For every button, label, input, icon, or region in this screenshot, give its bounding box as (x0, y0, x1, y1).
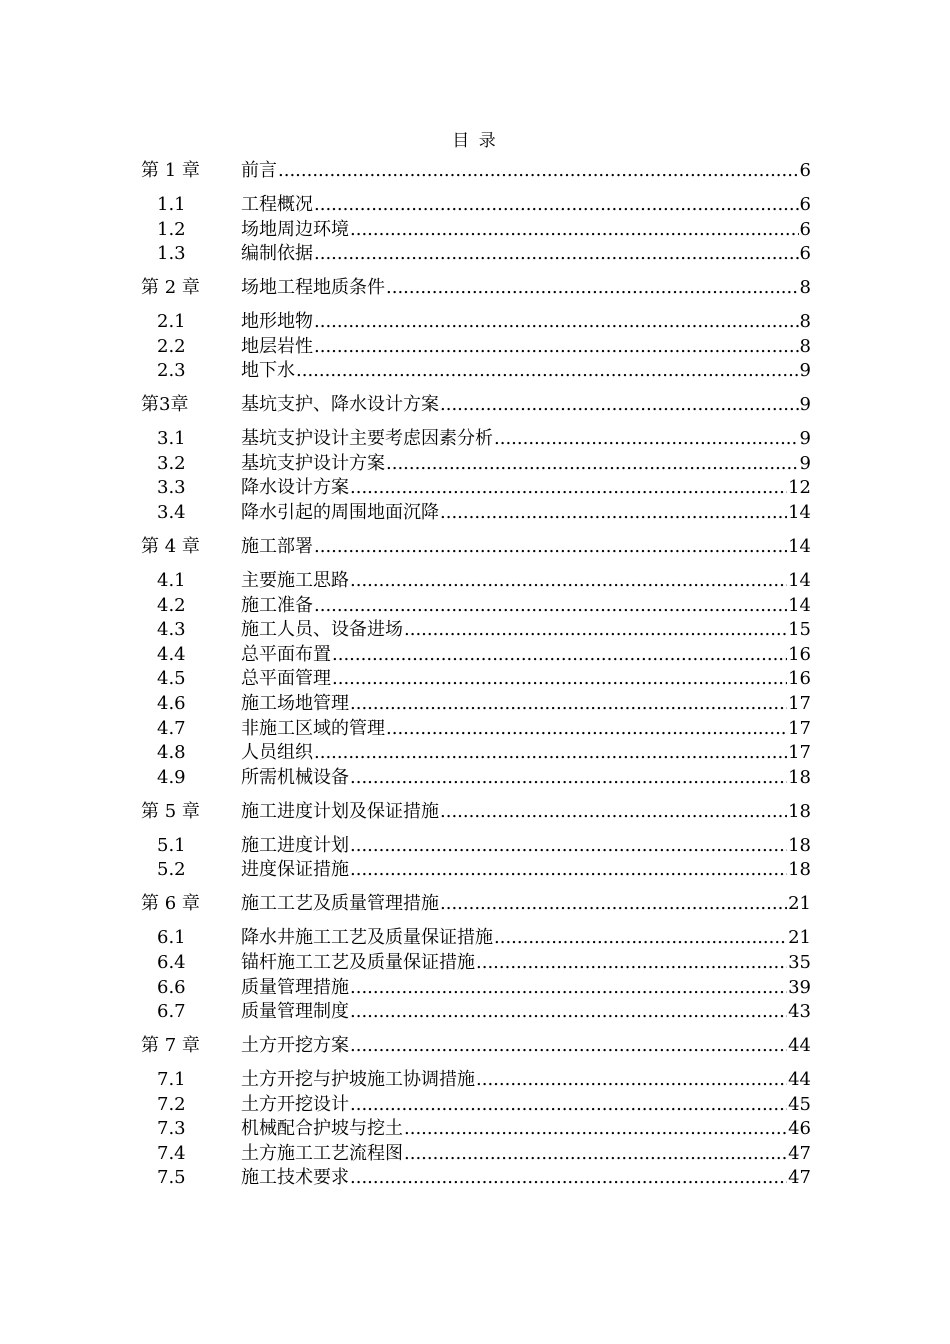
toc-dot-leader (350, 477, 787, 498)
toc-dot-leader (314, 742, 787, 763)
toc-dot-leader (314, 311, 799, 332)
toc-page-number: 17 (788, 717, 811, 739)
toc-page-number: 9 (799, 452, 811, 474)
toc-section-entry[interactable] (141, 449, 811, 474)
toc-section-entry[interactable] (141, 738, 811, 763)
toc-chapter-entry[interactable] (141, 797, 811, 822)
toc-dot-leader (332, 644, 787, 665)
toc-section-entry[interactable] (141, 566, 811, 591)
toc-entry-number: 1.1 (157, 193, 186, 215)
toc-page-number: 9 (799, 394, 811, 416)
toc-dot-leader (350, 1167, 787, 1188)
toc-page-number: 16 (788, 643, 811, 665)
toc-chapter-entry[interactable] (141, 889, 811, 914)
toc-dot-leader (350, 859, 787, 880)
toc-dot-leader (350, 1035, 787, 1056)
toc-page-number: 6 (799, 243, 811, 265)
toc-dot-leader (350, 835, 787, 856)
toc-entry-title: 施工准备 (241, 594, 313, 616)
toc-entry-title: 场地周边环境 (241, 218, 349, 240)
toc-entry-number: 6.7 (157, 1001, 186, 1023)
toc-dot-leader (386, 277, 799, 298)
toc-entry-title: 场地工程地质条件 (241, 277, 385, 299)
toc-dot-leader (440, 893, 787, 914)
toc-section-entry[interactable] (141, 190, 811, 215)
toc-section-entry[interactable] (141, 307, 811, 332)
toc-section-entry[interactable] (141, 714, 811, 739)
toc-entry-title: 降水引起的周围地面沉降 (241, 502, 439, 524)
toc-dot-leader (350, 1094, 787, 1115)
toc-page-number: 14 (788, 570, 811, 592)
toc-page-number: 16 (788, 668, 811, 690)
toc-entry-number: 3.2 (157, 452, 186, 474)
toc-section-entry[interactable] (141, 1065, 811, 1090)
toc-section-entry[interactable] (141, 997, 811, 1022)
toc-section-entry[interactable] (141, 763, 811, 788)
toc-entry-title: 降水设计方案 (241, 477, 349, 499)
toc-dot-leader (494, 428, 799, 449)
toc-page-number: 14 (788, 502, 811, 524)
toc-page-number: 15 (788, 619, 811, 641)
toc-page-number: 6 (799, 160, 811, 181)
toc-section-entry[interactable] (141, 615, 811, 640)
toc-section-entry[interactable] (141, 855, 811, 880)
toc-entry-number: 2.2 (157, 335, 186, 357)
toc-page-number: 18 (788, 834, 811, 856)
toc-list (141, 156, 811, 1188)
toc-entry-title: 前言 (241, 160, 277, 181)
toc-entry-number: 4.2 (157, 594, 186, 616)
toc-page-number: 46 (788, 1118, 811, 1140)
toc-page-number: 9 (799, 428, 811, 450)
toc-entry-number: 第 7 章 (141, 1035, 200, 1057)
toc-entry-title: 编制依据 (241, 243, 313, 265)
toc-section-entry[interactable] (141, 1114, 811, 1139)
toc-entry-title: 质量管理制度 (241, 1001, 349, 1023)
toc-dot-leader (332, 668, 787, 689)
toc-section-entry[interactable] (141, 923, 811, 948)
toc-entry-number: 1.2 (157, 218, 186, 240)
toc-page-number: 21 (788, 927, 811, 949)
toc-entry-title: 施工场地管理 (241, 693, 349, 715)
toc-chapter-entry[interactable] (141, 532, 811, 557)
toc-section-entry[interactable] (141, 640, 811, 665)
toc-dot-leader (404, 1118, 787, 1139)
toc-page-number: 47 (788, 1142, 811, 1164)
toc-section-entry[interactable] (141, 948, 811, 973)
toc-entry-number: 4.3 (157, 619, 186, 641)
toc-entry-title: 人员组织 (241, 742, 313, 764)
toc-entry-title: 所需机械设备 (241, 766, 349, 788)
toc-section-entry[interactable] (141, 239, 811, 264)
toc-entry-title: 施工进度计划及保证措施 (241, 800, 439, 822)
toc-page-number: 8 (799, 277, 811, 299)
toc-entry-title: 施工进度计划 (241, 834, 349, 856)
toc-entry-number: 4.5 (157, 668, 186, 690)
toc-section-entry[interactable] (141, 1163, 811, 1188)
toc-dot-leader (404, 619, 787, 640)
toc-entry-number: 2.3 (157, 360, 186, 382)
toc-entry-title: 机械配合护坡与挖土 (241, 1118, 403, 1140)
toc-page-number: 12 (788, 477, 811, 499)
toc-page-number: 44 (788, 1035, 811, 1057)
toc-entry-title: 降水井施工工艺及质量保证措施 (241, 927, 493, 949)
toc-page-number: 14 (788, 594, 811, 616)
toc-entry-number: 5.1 (157, 834, 186, 856)
toc-page-number: 18 (788, 859, 811, 881)
toc-page-number: 8 (799, 311, 811, 333)
toc-page-number: 18 (788, 800, 811, 822)
toc-section-entry[interactable] (141, 591, 811, 616)
toc-entry-number: 1.3 (157, 243, 186, 265)
toc-dot-leader (350, 767, 787, 788)
toc-entry-title: 地下水 (241, 360, 295, 382)
toc-dot-leader (314, 595, 787, 616)
toc-dot-leader (350, 570, 787, 591)
toc-entry-title: 土方开挖与护坡施工协调措施 (241, 1069, 475, 1091)
toc-dot-leader (350, 219, 799, 240)
toc-entry-number: 第 4 章 (141, 536, 200, 558)
toc-page-number: 39 (788, 976, 811, 998)
toc-page-number: 47 (788, 1167, 811, 1189)
toc-entry-title: 土方施工工艺流程图 (241, 1142, 403, 1164)
toc-page-number: 35 (788, 951, 811, 973)
toc-entry-number: 7.4 (157, 1142, 186, 1164)
toc-dot-leader (476, 952, 787, 973)
toc-dot-leader (440, 502, 787, 523)
toc-entry-number: 4.8 (157, 742, 186, 764)
toc-entry-title: 总平面布置 (241, 643, 331, 665)
toc-entry-number: 3.1 (157, 428, 186, 450)
toc-dot-leader (440, 801, 787, 822)
toc-section-entry[interactable] (141, 215, 811, 240)
toc-entry-title: 地层岩性 (241, 335, 313, 357)
toc-section-entry[interactable] (141, 973, 811, 998)
toc-entry-number: 7.2 (157, 1093, 186, 1115)
toc-entry-title: 主要施工思路 (241, 570, 349, 592)
toc-entry-number: 7.1 (157, 1069, 186, 1091)
toc-entry-number: 第 6 章 (141, 893, 200, 915)
toc-entry-number: 6.4 (157, 951, 186, 973)
toc-page-number: 8 (799, 335, 811, 357)
toc-page-number: 6 (799, 193, 811, 215)
toc-entry-title: 基坑支护设计主要考虑因素分析 (241, 428, 493, 450)
toc-section-entry[interactable] (141, 424, 811, 449)
toc-page-number: 44 (788, 1069, 811, 1091)
toc-dot-leader (404, 1143, 787, 1164)
toc-entry-number: 7.3 (157, 1118, 186, 1140)
toc-page-number: 21 (788, 893, 811, 915)
toc-entry-title: 进度保证措施 (241, 859, 349, 881)
toc-entry-title: 基坑支护设计方案 (241, 452, 385, 474)
toc-dot-leader (350, 977, 787, 998)
toc-section-entry[interactable] (141, 473, 811, 498)
toc-entry-title: 施工工艺及质量管理措施 (241, 893, 439, 915)
toc-entry-title: 地形地物 (241, 311, 313, 333)
toc-title: 目 录 (452, 131, 498, 151)
toc-section-entry[interactable] (141, 332, 811, 357)
toc-page-number: 43 (788, 1001, 811, 1023)
toc-entry-number: 7.5 (157, 1167, 186, 1189)
toc-section-entry[interactable] (141, 689, 811, 714)
toc-entry-number: 4.4 (157, 643, 186, 665)
toc-dot-leader (296, 360, 799, 381)
toc-entry-number: 第 1 章 (141, 160, 200, 181)
toc-dot-leader (314, 194, 799, 215)
toc-dot-leader (386, 453, 799, 474)
toc-page-number: 17 (788, 693, 811, 715)
toc-dot-leader (350, 1001, 787, 1022)
toc-entry-number: 6.1 (157, 927, 186, 949)
toc-entry-number: 3.3 (157, 477, 186, 499)
toc-chapter-entry[interactable] (141, 156, 811, 181)
toc-chapter-entry[interactable] (141, 390, 811, 415)
toc-dot-leader (314, 336, 799, 357)
toc-entry-title: 施工部署 (241, 536, 313, 558)
toc-entry-number: 4.9 (157, 766, 186, 788)
toc-dot-leader (314, 536, 787, 557)
toc-dot-leader (314, 243, 799, 264)
toc-entry-title: 土方开挖方案 (241, 1035, 349, 1057)
toc-section-entry[interactable] (141, 1090, 811, 1115)
toc-entry-title: 非施工区域的管理 (241, 717, 385, 739)
toc-dot-leader (350, 693, 787, 714)
toc-entry-title: 基坑支护、降水设计方案 (241, 394, 439, 416)
toc-entry-title: 质量管理措施 (241, 976, 349, 998)
toc-page-number: 6 (799, 218, 811, 240)
toc-page-number: 18 (788, 766, 811, 788)
toc-section-entry[interactable] (141, 498, 811, 523)
toc-section-entry[interactable] (141, 831, 811, 856)
toc-entry-title: 施工技术要求 (241, 1167, 349, 1189)
toc-page-number: 14 (788, 536, 811, 558)
toc-section-entry[interactable] (141, 356, 811, 381)
toc-entry-title: 工程概况 (241, 193, 313, 215)
toc-entry-title: 总平面管理 (241, 668, 331, 690)
toc-section-entry[interactable] (141, 664, 811, 689)
toc-page-number: 9 (799, 360, 811, 382)
toc-entry-number: 6.6 (157, 976, 186, 998)
toc-section-entry[interactable] (141, 1139, 811, 1164)
toc-entry-number: 第 5 章 (141, 800, 200, 822)
toc-chapter-entry[interactable] (141, 273, 811, 298)
toc-entry-number: 第3章 (141, 394, 189, 416)
toc-chapter-entry[interactable] (141, 1031, 811, 1056)
toc-entry-title: 土方开挖设计 (241, 1093, 349, 1115)
toc-dot-leader (440, 394, 799, 415)
toc-entry-number: 3.4 (157, 502, 186, 524)
toc-entry-number: 4.6 (157, 693, 186, 715)
toc-entry-number: 2.1 (157, 311, 186, 333)
toc-entry-title: 施工人员、设备进场 (241, 619, 403, 641)
toc-dot-leader (476, 1069, 787, 1090)
toc-page-number: 45 (788, 1093, 811, 1115)
toc-entry-title: 锚杆施工工艺及质量保证措施 (241, 951, 475, 973)
toc-entry-number: 5.2 (157, 859, 186, 881)
toc-entry-number: 4.1 (157, 570, 186, 592)
toc-dot-leader (386, 718, 787, 739)
toc-entry-number: 第 2 章 (141, 277, 200, 299)
toc-dot-leader (494, 927, 787, 948)
toc-page-number: 17 (788, 742, 811, 764)
toc-entry-number: 4.7 (157, 717, 186, 739)
toc-dot-leader (278, 160, 799, 181)
